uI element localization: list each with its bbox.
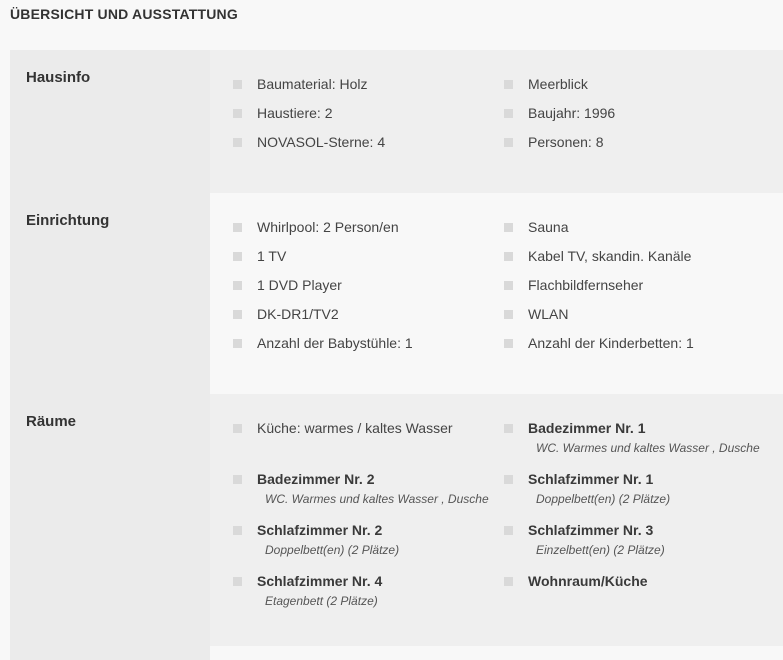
room-title: Schlafzimmer Nr. 2 bbox=[257, 522, 383, 538]
list-item bbox=[257, 420, 453, 436]
section-next bbox=[10, 646, 783, 660]
section-einrichtung bbox=[10, 193, 783, 394]
section-hausinfo bbox=[10, 50, 783, 193]
list-item: NOVASOL-Sterne: 4 bbox=[257, 134, 385, 150]
room-title: Badezimmer Nr. 1 bbox=[528, 420, 646, 436]
section-raeume bbox=[10, 394, 783, 646]
section-label-raeume: Räume bbox=[10, 394, 210, 646]
list-item bbox=[257, 522, 399, 557]
square-bullet-icon bbox=[504, 424, 513, 433]
list-item bbox=[257, 471, 489, 506]
list-item: Baumaterial: Holz bbox=[257, 76, 368, 92]
section-body-next bbox=[210, 646, 783, 660]
list-item: Personen: 8 bbox=[528, 134, 604, 150]
section-body-raeume bbox=[210, 394, 783, 646]
room-title: Schlafzimmer Nr. 1 bbox=[528, 471, 654, 487]
room-detail: WC. Warmes und kaltes Wasser , Dusche bbox=[265, 492, 489, 506]
list-item bbox=[528, 420, 760, 455]
square-bullet-icon bbox=[233, 109, 242, 118]
square-bullet-icon bbox=[504, 339, 513, 348]
list-item: WLAN bbox=[528, 306, 568, 322]
square-bullet-icon bbox=[233, 252, 242, 261]
section-body-einrichtung bbox=[210, 193, 783, 394]
square-bullet-icon bbox=[504, 109, 513, 118]
list-item: Flachbildfernseher bbox=[528, 277, 643, 293]
square-bullet-icon bbox=[504, 252, 513, 261]
square-bullet-icon bbox=[504, 138, 513, 147]
room-detail: Einzelbett(en) (2 Plätze) bbox=[536, 543, 665, 557]
square-bullet-icon bbox=[233, 310, 242, 319]
square-bullet-icon bbox=[233, 577, 242, 586]
square-bullet-icon bbox=[504, 475, 513, 484]
square-bullet-icon bbox=[233, 526, 242, 535]
list-item: Anzahl der Babystühle: 1 bbox=[257, 335, 413, 351]
square-bullet-icon bbox=[233, 138, 242, 147]
section-label-einrichtung: Einrichtung bbox=[10, 193, 210, 394]
list-item: Whirlpool: 2 Person/en bbox=[257, 219, 399, 235]
list-item: Baujahr: 1996 bbox=[528, 105, 615, 121]
room-title: Schlafzimmer Nr. 4 bbox=[257, 573, 383, 589]
room-detail: Doppelbett(en) (2 Plätze) bbox=[265, 543, 400, 557]
section-label-next bbox=[10, 646, 210, 660]
square-bullet-icon bbox=[504, 310, 513, 319]
list-item: DK-DR1/TV2 bbox=[257, 306, 339, 322]
room-detail: Doppelbett(en) (2 Plätze) bbox=[536, 492, 671, 506]
square-bullet-icon bbox=[233, 339, 242, 348]
square-bullet-icon bbox=[233, 281, 242, 290]
room-detail: Etagenbett (2 Plätze) bbox=[265, 594, 378, 608]
list-item: Anzahl der Kinderbetten: 1 bbox=[528, 335, 694, 351]
list-item bbox=[257, 573, 382, 608]
square-bullet-icon bbox=[504, 80, 513, 89]
list-item: 1 DVD Player bbox=[257, 277, 342, 293]
square-bullet-icon bbox=[504, 526, 513, 535]
room-title: Wohnraum/Küche bbox=[528, 573, 648, 589]
list-item bbox=[528, 471, 670, 506]
section-label-hausinfo: Hausinfo bbox=[10, 50, 210, 193]
list-item: Haustiere: 2 bbox=[257, 105, 332, 121]
list-item: 1 TV bbox=[257, 248, 286, 264]
square-bullet-icon bbox=[233, 223, 242, 232]
room-detail: WC. Warmes und kaltes Wasser , Dusche bbox=[536, 441, 760, 455]
square-bullet-icon bbox=[504, 577, 513, 586]
room-title: Badezimmer Nr. 2 bbox=[257, 471, 375, 487]
list-item: Sauna bbox=[528, 219, 568, 235]
square-bullet-icon bbox=[233, 424, 242, 433]
section-body-hausinfo bbox=[210, 50, 783, 193]
square-bullet-icon bbox=[233, 80, 242, 89]
square-bullet-icon bbox=[233, 475, 242, 484]
room-title: Küche: warmes / kaltes Wasser bbox=[257, 420, 453, 436]
room-title: Schlafzimmer Nr. 3 bbox=[528, 522, 654, 538]
list-item bbox=[528, 573, 648, 589]
square-bullet-icon bbox=[504, 281, 513, 290]
list-item: Meerblick bbox=[528, 76, 588, 92]
list-item: Kabel TV, skandin. Kanäle bbox=[528, 248, 691, 264]
list-item bbox=[528, 522, 665, 557]
square-bullet-icon bbox=[504, 223, 513, 232]
page-title: ÜBERSICHT UND AUSSTATTUNG bbox=[10, 6, 238, 22]
